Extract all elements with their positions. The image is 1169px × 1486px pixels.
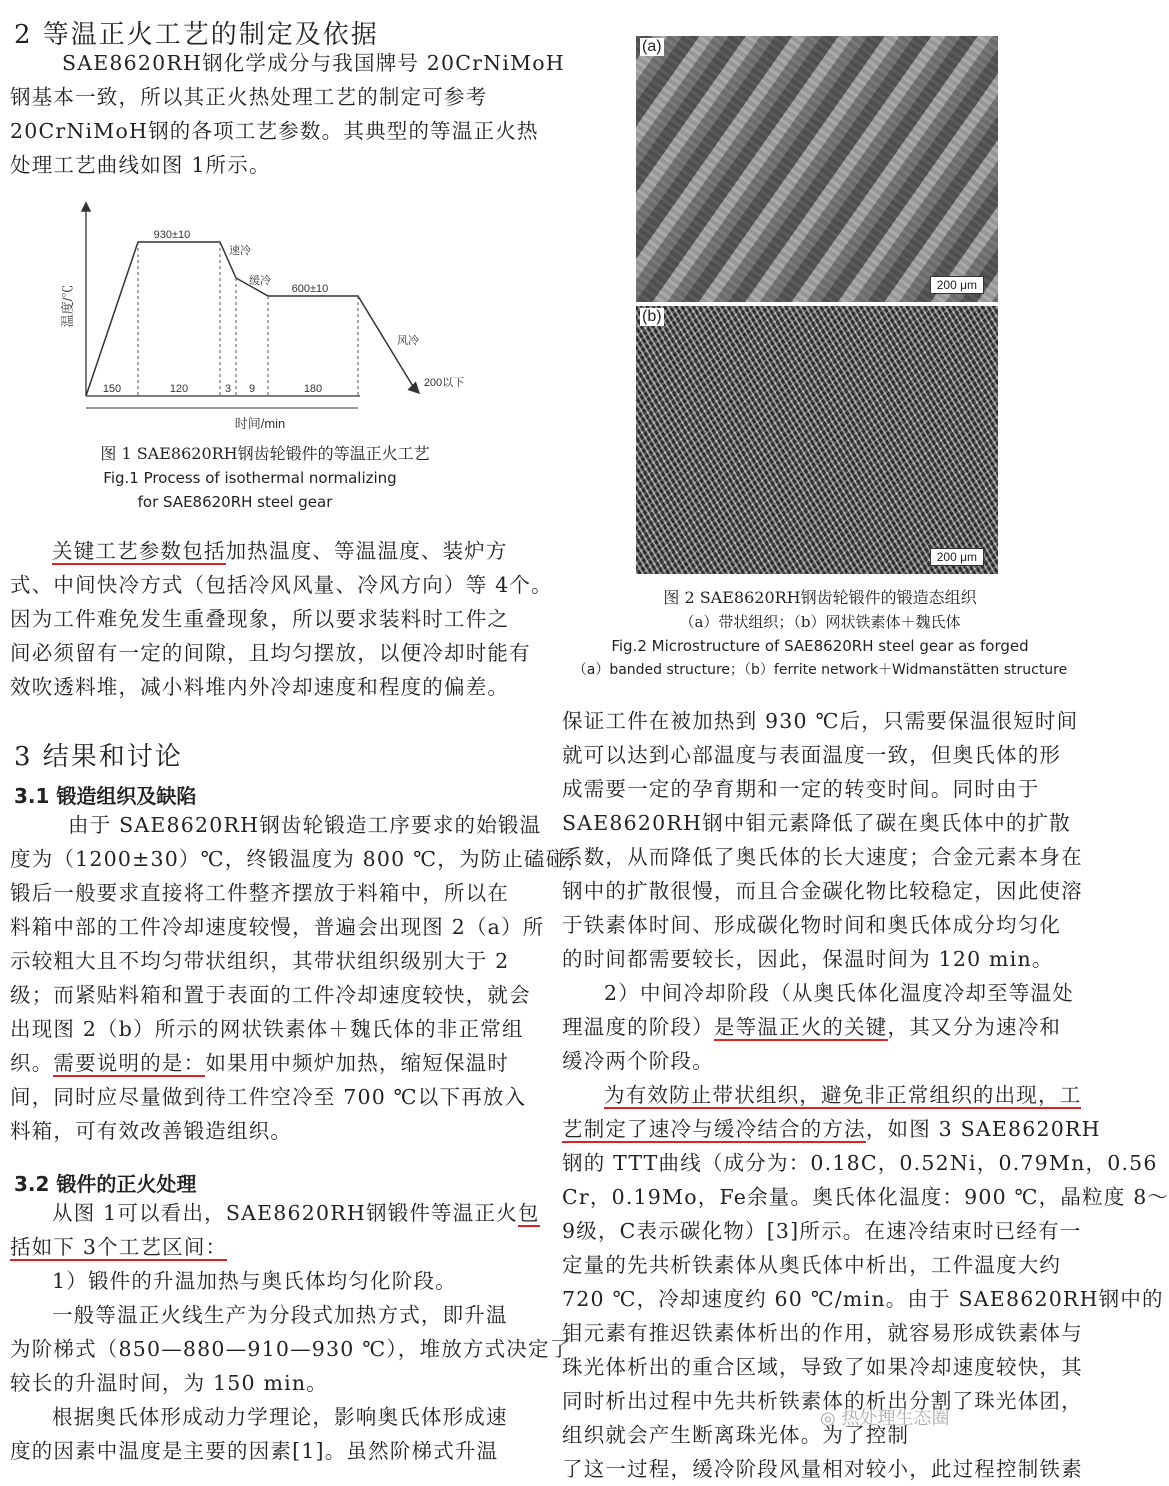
panel-a-label: (a) [642, 38, 662, 55]
section-3-2-paragraph: 从图 1可以看出，SAE8620RH钢锻件等温正火包 括如下 3个工艺区间： 1）锻件的升温加热与奥氏体均匀化阶段。 一般等温正火线生产为分段式加热方式，即升温 为阶梯式（850—880—910—930 ℃），堆放方式决定了 较长的升温时间，为 150 min。 根据奥氏体形成动力学理论，影响奥氏体形成速 度的因素中温度是主要的因素[1]。虽然阶梯式升温 [10, 1201, 572, 1463]
figure-2-caption-cn: 图 2 SAE8620RH钢齿轮锻件的锻造态组织 [663, 588, 977, 607]
right-paragraph-3: 为有效防止带状组织，避免非正常组织的出现，工 艺制定了速冷与缓冷结合的方法，如图 3 SAE8620RH 钢的 TTT曲线（成分为：0.18C，0.52Ni，0.79Mn，0.56 Cr，0.19Mo，Fe余量。奥氏体化温度：900 ℃，晶粒度 8～ 9级，C表示碳化物）[3]所示。在速冷结束时已经有一 定量的先共析铁素体从奥氏体中析出，工件温度大约 720 ℃，冷却速度约 60 ℃/min。由于 SAE8620RH钢中的 钼元素有推迟铁素体析出的作用，就容易形成铁素体与 珠光体析出的重合区域，导致了如果冷却速度较快，其 同时析出过程中先共析铁素体的析出分割了珠光体团， 组织就会产生断离珠光体。为了控制 了这一过程，缓冷阶段风量相对较小，此过程控制铁素 [562, 1083, 1169, 1481]
figure-1-caption-en-1: Fig.1 Process of isothermal normalizing [103, 469, 397, 487]
label-930: 930±10 [153, 229, 191, 241]
seg-180: 180 [303, 383, 323, 395]
figure-1-process-curve [60, 196, 490, 436]
y-axis-label: 温度/℃ [60, 284, 75, 328]
figure-2-caption-en-1: Fig.2 Microstructure of SAE8620RH steel gear as forged [611, 637, 1029, 655]
section-3-1-paragraph: 由于 SAE8620RH钢齿轮锻造工序要求的始锻温 度为（1200±30）℃，终锻温度为 800 ℃，为防止磕碰， 锻后一般要求直接将工件整齐摆放于料箱中，所以在 料箱中部的工件冷却速度较慢，普遍会出现图 2（a）所 示较粗大且不均匀带状组织，其带状组织级别大于 2 级；而紧贴料箱和置于表面的工件冷却速度较快，就会 出现图 2（b）所示的网状铁素体＋魏氏体的非正常组 织。需要说明的是：如果用中频炉加热，缩短保温时 间，同时应尽量做到待工件空冷至 700 ℃以下再放入 料箱，可有效改善锻造组织。 [10, 813, 590, 1143]
seg-150: 150 [102, 383, 122, 395]
figure-1-caption-en-2: for SAE8620RH steel gear [137, 493, 333, 511]
section-2-paragraph: SAE8620RH钢化学成分与我国牌号 20CrNiMoH 钢基本一致，所以其正火热处理工艺的制定可参考 20CrNiMoH钢的各项工艺参数。其典型的等温正火热 处理工艺曲线如图 1所示。 [10, 51, 565, 177]
process-curve [86, 242, 414, 396]
scale-bar-b: 200 μm [930, 548, 984, 566]
seg-3: 3 [224, 383, 232, 395]
watermark-text: ◎ 热处理生态圈 [820, 1408, 950, 1429]
scale-bar-a: 200 μm [930, 276, 984, 294]
section-2-title: 2 等温正火工艺的制定及依据 [14, 20, 379, 50]
key-params-paragraph: 关键工艺参数包括加热温度、等温温度、装炉方 式、中间快冷方式（包括冷风风量、冷风方向）等 4个。 因为工件难免发生重叠现象，所以要求装料时工件之 间必须留有一定的间隙，且均匀摆放，以便冷却时能有 效吹透料堆，减小料堆内外冷却速度和程度的偏差。 [10, 539, 553, 699]
seg-120: 120 [169, 383, 189, 395]
section-3-2-title: 3.2 锻件的正火处理 [14, 1172, 197, 1196]
wechat-icon: ◎ [820, 1408, 836, 1429]
figure-1-caption-cn: 图 1 SAE8620RH钢齿轮锻件的等温正火工艺 [100, 444, 430, 463]
figure-2-caption-cn-sub: （a）带状组织；（b）网状铁素体＋魏氏体 [679, 613, 961, 631]
label-600: 600±10 [291, 283, 329, 295]
x-axis-label: 时间/min [234, 416, 286, 431]
micrograph-a-banded [636, 36, 998, 302]
seg-9: 9 [248, 383, 256, 395]
panel-b-label: (b) [642, 308, 662, 325]
micrograph-b-ferrite-network [636, 306, 998, 574]
figure-2-caption-en-2: （a）banded structure；（b）ferrite network＋Widmanstätten structure [572, 662, 1068, 678]
right-paragraph-2: 2）中间冷却阶段（从奥氏体化温度冷却至等温处 理温度的阶段）是等温正火的关键，其又分为速冷和 缓冷两个阶段。 [562, 981, 1074, 1073]
label-fast-cool: 速冷 [229, 245, 251, 257]
label-below-200: 200以下 [423, 377, 465, 389]
section-3-title: 3 结果和讨论 [14, 742, 183, 772]
label-slow-cool: 缓冷 [249, 275, 271, 287]
label-air-cool: 风冷 [397, 335, 419, 347]
right-paragraph-1: 保证工件在被加热到 930 ℃后，只需要保温很短时间 就可以达到心部温度与表面温度一致，但奥氏体的形 成需要一定的孕育期和一定的转变时间。同时由于 SAE8620RH钢中钼元素降低了碳在奥氏体中的扩散 系数，从而降低了奥氏体的长大速度；合金元素本身在 钢中的扩散很慢，而且合金碳化物比较稳定，因此使溶 于铁素体时间、形成碳化物时间和奥氏体成分均匀化 的时间都需要较长，因此，保温时间为 120 min。 [562, 709, 1083, 971]
section-3-1-title: 3.1 锻造组织及缺陷 [14, 784, 197, 808]
